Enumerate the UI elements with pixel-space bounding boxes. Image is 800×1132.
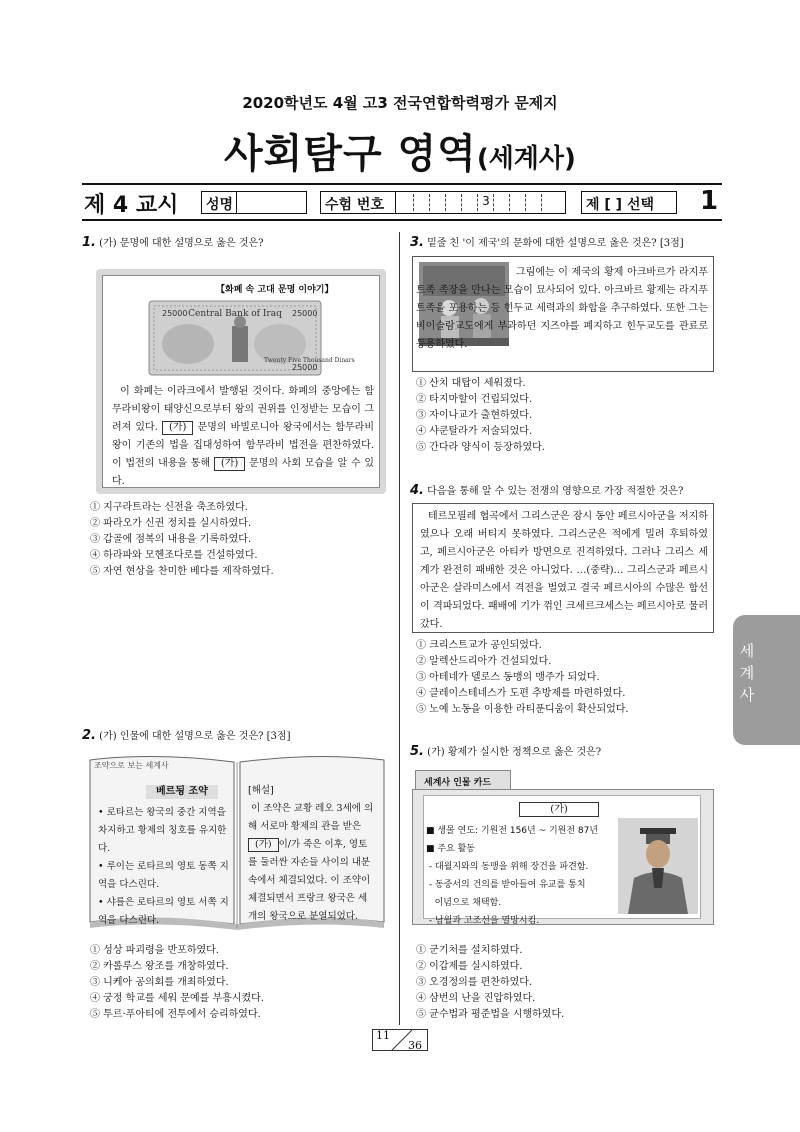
name-divider [236,192,237,213]
q1-options [90,500,274,580]
book-header: 조약으로 보는 세계사 [94,761,169,770]
commentary-head: [해설] [248,785,274,796]
exam-digit-cell [543,194,558,211]
q2-number: 2. [82,728,96,743]
name-label: 성명 [206,197,234,213]
exam-number-label: 수험 번호 [325,197,384,213]
exam-digit-cell [415,194,430,211]
q3-options [416,376,545,456]
q1-option-3[interactable]: ③ 갑골에 점복의 내용을 기록하였다. [90,534,252,545]
exam-digit-3: 3 [479,194,494,211]
q4-options [416,638,629,718]
banknote-value-bottom: 25000 [292,363,318,372]
card-line: - 남월과 고조선을 멸망시킴. [426,916,540,926]
q4-number: 4. [410,483,424,498]
q4-option-2[interactable]: ② 알렉산드리아가 건설되었다. [416,656,552,667]
q2-tag: (가) [248,838,279,852]
q1-body-3: 문명의 사회 모습을 알 수 있다. [112,458,374,487]
header-rule-top [82,183,722,185]
q1-option-2[interactable]: ② 파라오가 신권 정치를 실시하였다. [90,518,252,529]
q5-question: (가) 황제가 실시한 정책으로 옳은 것은? [427,747,602,758]
exam-digit-cell [511,194,526,211]
exam-number-divider [395,192,396,213]
q2-options [90,943,264,1023]
person-card-tab: 세계사 인물 카드 [415,770,511,790]
q5-option-3[interactable]: ③ 오경정의를 편찬하였다. [416,977,533,988]
treaty-clause: • 루이는 로타르의 영토 동쪽 지역을 다스린다. [98,861,229,890]
exam-digit-cell [431,194,446,211]
q2-option-3[interactable]: ③ 니케아 공의회를 개최하였다. [90,977,229,988]
treaty-title: 베르됭 조약 [146,785,218,799]
q3-question: 밑줄 친 '이 제국'의 문화에 대한 설명으로 옳은 것은? [3점] [427,238,684,249]
q2-option-4[interactable]: ④ 궁정 학교를 세워 문예를 부흥시켰다. [90,993,264,1004]
page-number: 1 [700,186,719,216]
q5-option-5[interactable]: ⑤ 균수법과 평준법을 시행하였다. [416,1009,565,1020]
header-rule-bottom [82,219,722,221]
exam-digit-cell [527,194,542,211]
q1-option-5[interactable]: ⑤ 자연 현상을 찬미한 베다를 제작하였다. [90,566,274,577]
q5-option-4[interactable]: ④ 삼번의 난을 진압하였다. [416,993,536,1004]
q5-header [410,745,601,760]
column-divider [399,232,400,1025]
card-line: 이념으로 채택함. [426,898,502,908]
q5-number: 5. [410,744,424,759]
treaty-clause: • 로타르는 왕국의 중간 지역을 차지하고 황제의 칭호를 유지한다. [98,807,227,854]
q1-question: (가) 문명에 대한 설명으로 옳은 것은? [99,238,264,249]
banknote-value-left: 25000 [162,309,188,318]
banknote-image [148,300,355,376]
q4-option-4[interactable]: ④ 클레이스테네스가 도편 추방제를 마련하였다. [416,688,626,699]
q2-option-1[interactable]: ① 성상 파괴령을 반포하였다. [90,945,219,956]
name-field[interactable] [201,191,307,214]
q4-option-5[interactable]: ⑤ 노예 노동을 이용한 라티푼디움이 확산되었다. [416,704,629,715]
q1-option-4[interactable]: ④ 하라파와 모헨조다로를 건설하였다. [90,550,258,561]
q2-question: (가) 인물에 대한 설명으로 옳은 것은? [3점] [99,731,291,742]
person-card-title: (가) [519,802,599,817]
banknote-words: Twenty Five Thousand Dinars [264,357,355,364]
banknote-value-right: 25000 [292,309,318,318]
exam-digit-cell [463,194,478,211]
card-line: - 대월지와의 동맹을 위해 장건을 파견함. [426,862,589,872]
q3-option-1[interactable]: ① 산치 대탑이 세워졌다. [416,378,526,389]
q1-body-1: 이 화폐는 이라크에서 발행된 것이다. 화폐의 중앙에는 함무라비왕이 태양신으로부터 왕의 권위를 인정받는 모습이 그려져 있다. [112,386,374,433]
treaty-clauses [98,804,230,930]
title-sub: (세계사) [476,144,576,174]
q3-header [410,236,684,251]
page-current: 11 [376,1029,390,1042]
title-main: 사회탐구 영역 [224,131,477,177]
q1-tag: (가) [162,421,193,435]
period-label: 제 4 교시 [84,193,179,218]
commentary-text-2: 이/가 죽은 이후, 영토를 둘러싼 자손들 사이의 내분 속에서 체결되었다. 이 조약이 체결되면서 프랑크 왕국은 세 개의 왕국으로 분열되었다. [248,839,371,922]
card-line: - 동중서의 건의를 받아들여 유교를 통치 [426,880,586,890]
treaty-clause: • 샤를은 로타르의 영토 서쪽 지역을 다스린다. [98,897,229,926]
q3-option-2[interactable]: ② 타지마할이 건립되었다. [416,394,533,405]
q1-tag: (가) [214,457,245,471]
card-line: ■ 생몰 연도: 기원전 156년 ~ 기원전 87년 [426,826,599,836]
q1-body-2: 문명의 바빌로니아 왕국에서는 함무라비왕이 기존의 법을 집대성하여 함무라비 법전을 편찬하였다. 이 법전의 내용을 통해 [112,422,374,469]
q4-option-3[interactable]: ③ 아테네가 델로스 동맹의 맹주가 되었다. [416,672,600,683]
q4-header [410,484,683,499]
q1-caption: 【화폐 속 고대 문명 이야기】 [216,285,334,295]
q1-passage [112,383,374,491]
q4-passage: 테르모필레 협곡에서 그리스군은 잠시 동안 페르시아군을 저지하였으나 오래 버티지 못하였다. 그리스군은 적에게 밀려 후퇴하였고, 페르시아군은 아티카 방면으로 진격하였다. 그러나 그리스 세계가 완전히 패배한 것은 아니었다. …(중략)… 그리스군과 페르시아군은 살라미스에서 격전을 벌였고 결국 페르시아의 수많은 함선이 격파되었다. 패배에 기가 꺾인 크세르크세스는 페르시아로 물러갔다. [420,511,708,630]
commentary [248,782,374,926]
exam-digit-cell [495,194,510,211]
banknote-bank-name: Central Bank of Iraq [188,309,282,319]
person-card-text [426,822,626,930]
exam-subtitle: 2020학년도 4월 고3 전국연합학력평가 문제지 [242,94,558,112]
exam-digit-cell [447,194,462,211]
subject-side-tab-label: 세계사 [739,642,755,704]
choice-field[interactable] [581,191,677,214]
page-total: 36 [408,1039,422,1052]
emperor-portrait-image [618,818,698,914]
q1-number: 1. [82,235,96,250]
exam-title [0,122,800,179]
q5-option-1[interactable]: ① 군기처를 설치하였다. [416,945,523,956]
q5-option-2[interactable]: ② 이갑제를 실시하였다. [416,961,523,972]
choice-label: 제 [ ] 선택 [586,197,654,213]
q4-option-1[interactable]: ① 크리스트교가 공인되었다. [416,640,542,651]
q1-option-1[interactable]: ① 지구라트라는 신전을 축조하였다. [90,502,248,513]
q3-number: 3. [410,235,424,250]
q3-option-3[interactable]: ③ 자이나교가 출현하였다. [416,410,533,421]
q4-question: 다음을 통해 알 수 있는 전쟁의 영향으로 가장 적절한 것은? [427,486,684,497]
q3-option-5[interactable]: ⑤ 간다라 양식이 등장하였다. [416,442,545,453]
q1-header [82,236,263,251]
q2-option-2[interactable]: ② 카롤루스 왕조를 개창하였다. [90,961,229,972]
exam-number-field[interactable] [320,191,566,214]
exam-digit-cell [399,194,414,211]
commentary-text-1: 이 조약은 교황 레오 3세에 의해 서로마 황제의 관을 받은 [248,803,374,832]
q2-header [82,729,290,744]
card-line: ■ 주요 활동 [426,844,476,854]
q3-passage: 그림에는 이 제국의 황제 아크바르가 라지푸트족 족장을 만나는 모습이 묘사되어 있다. 아크바르 황제는 라지푸트족을 포용하는 등 힌두교 세력과의 화합을 추구하였다. 또한 그는 비이슬람교도에게 부과하던 지즈야를 폐지하고 힌두교도를 관료로 등용하였다. [416,267,708,350]
q3-option-4[interactable]: ④ 샤쿤탈라가 저술되었다. [416,426,533,437]
q5-options [416,943,564,1023]
q2-option-5[interactable]: ⑤ 투르·푸아티에 전투에서 승리하였다. [90,1009,261,1020]
